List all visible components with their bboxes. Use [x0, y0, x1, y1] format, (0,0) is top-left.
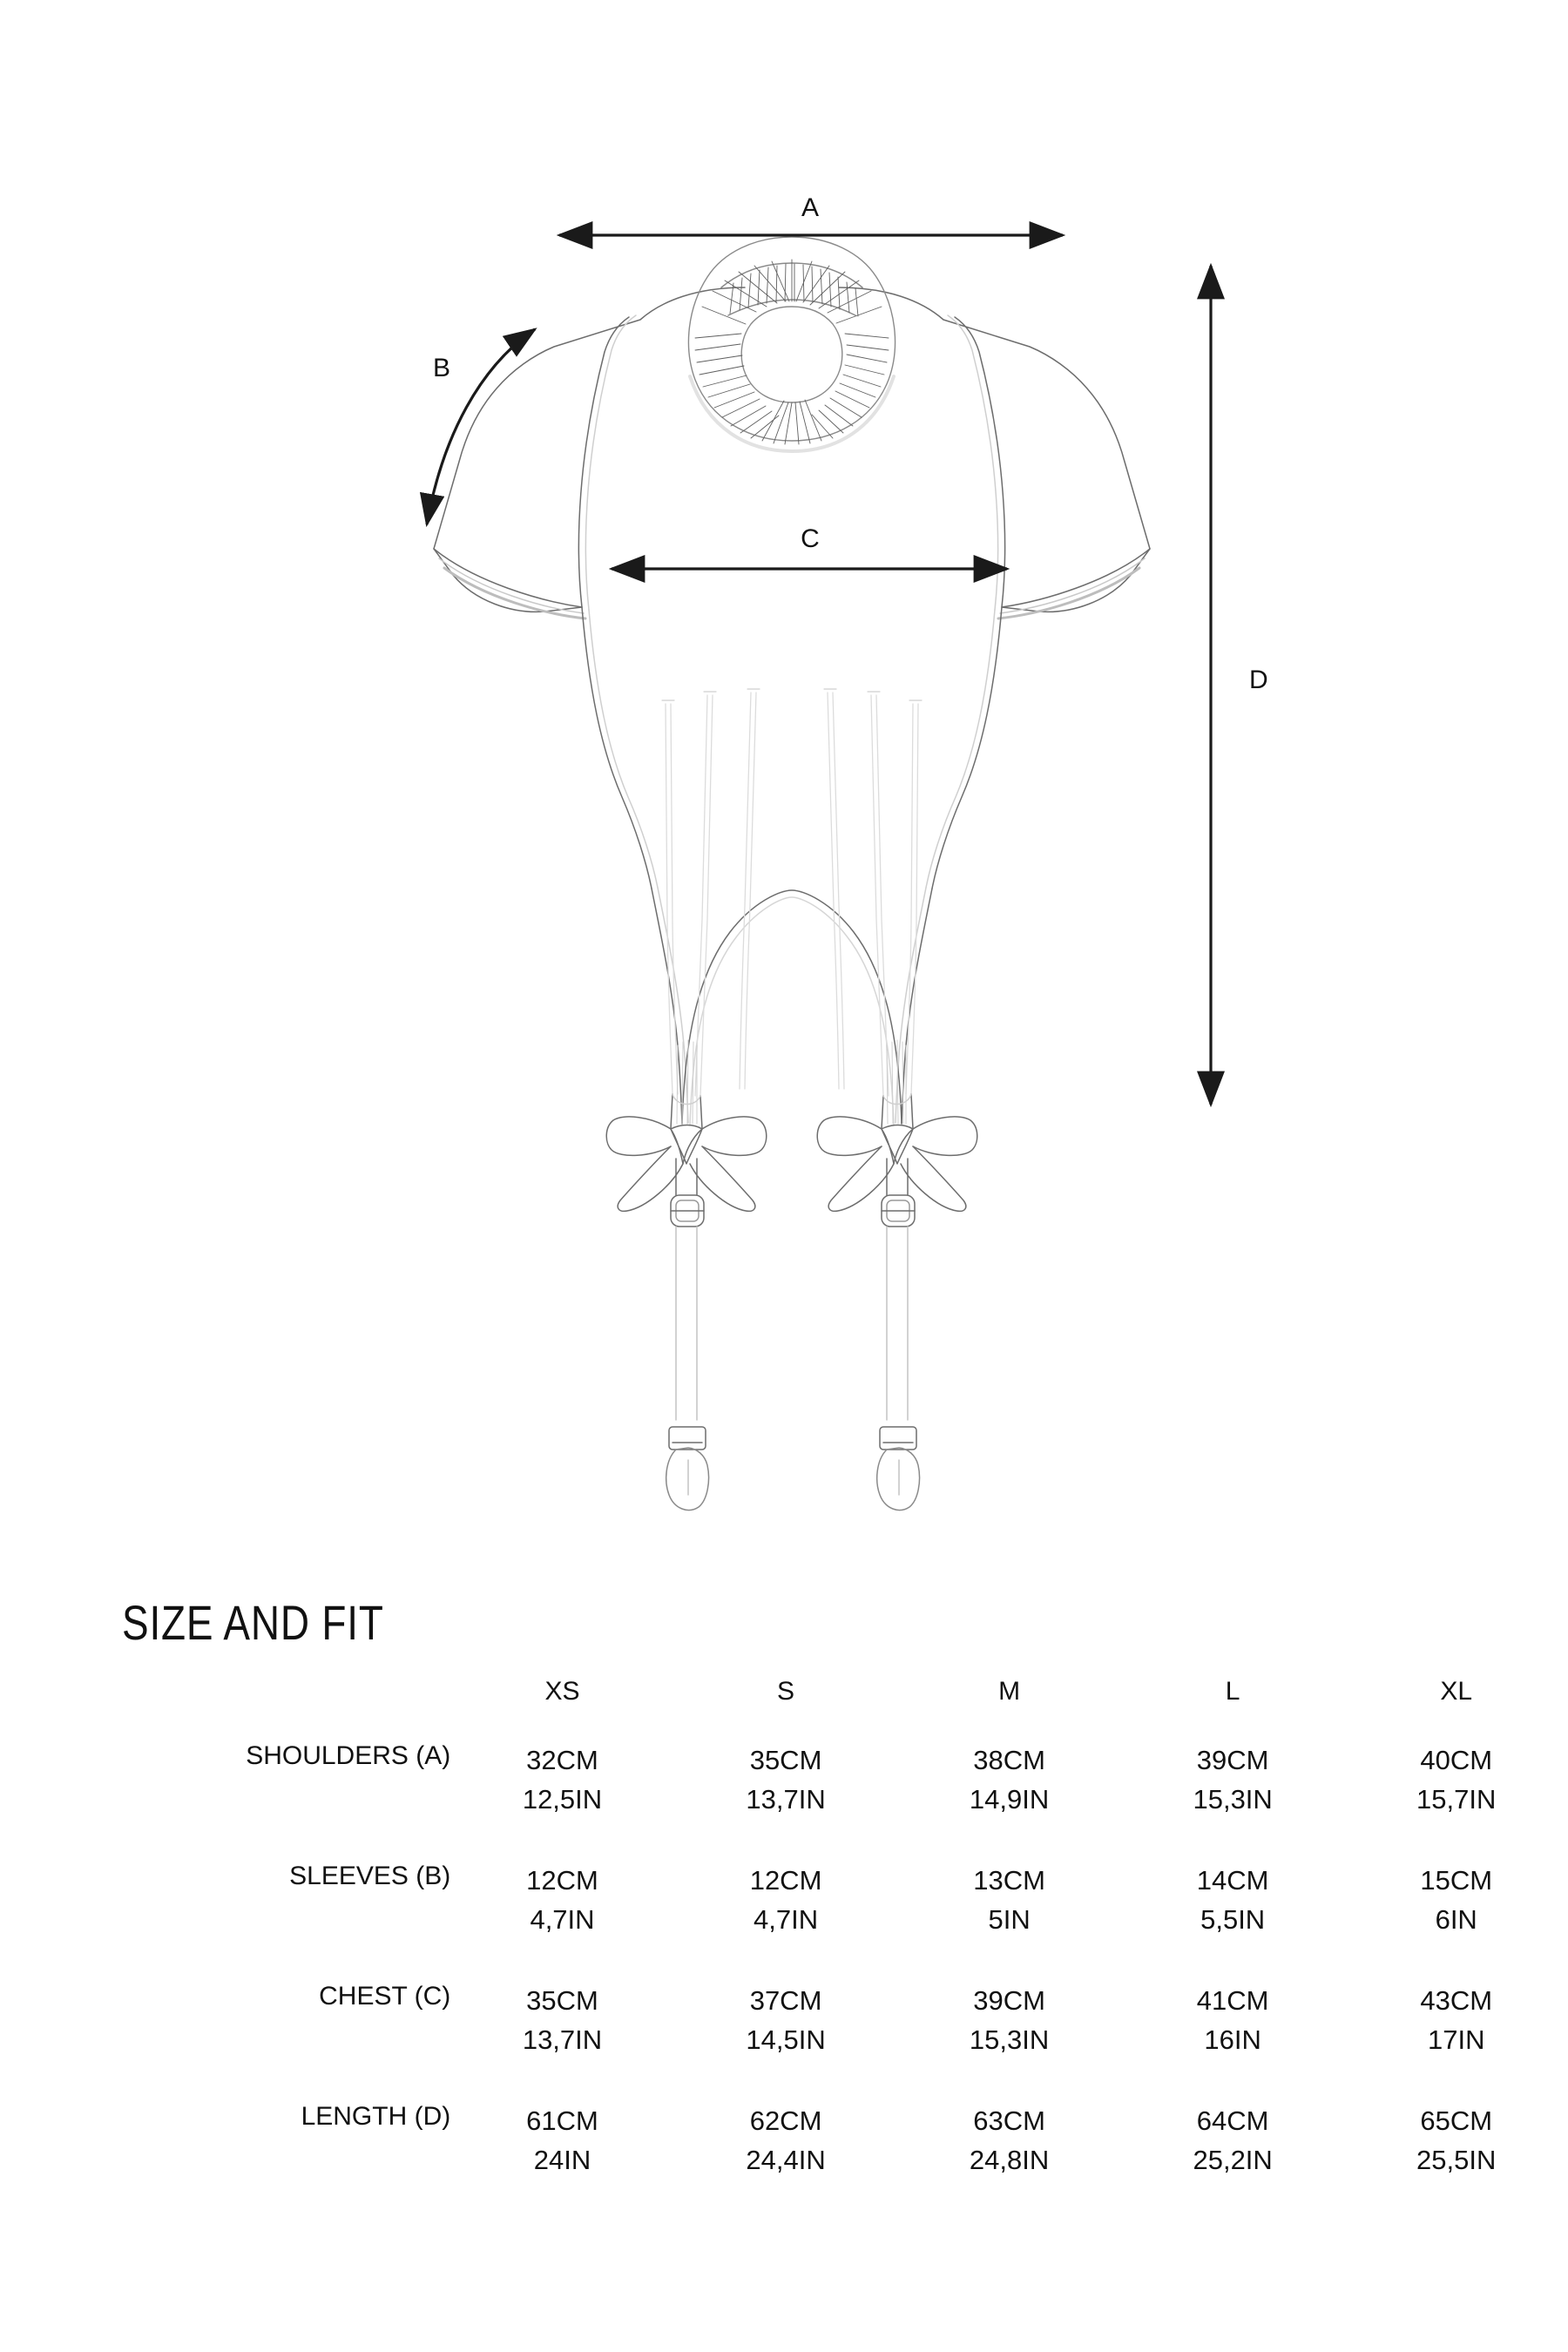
value-cm: 61CM	[526, 2105, 598, 2136]
value-in: 16IN	[1204, 2024, 1261, 2055]
column-header-m: M	[998, 1677, 1021, 1706]
column-header-s: S	[777, 1677, 795, 1706]
value-in: 13,7IN	[746, 1783, 826, 1815]
row-label-length: LENGTH (D)	[301, 2102, 451, 2131]
cell-length-s	[674, 2102, 898, 2222]
table-header-row	[0, 1677, 1568, 1741]
cell-chest-s	[674, 1982, 898, 2102]
value-cm: 12CM	[749, 1865, 822, 1896]
value-cm: 40CM	[1420, 1745, 1493, 1775]
cell-length-xs	[450, 2102, 674, 2222]
dimension-label-c: C	[801, 524, 820, 553]
row-label-sleeves: SLEEVES (B)	[289, 1862, 451, 1890]
value-cm: 38CM	[973, 1745, 1045, 1775]
row-label-shoulders: SHOULDERS (A)	[246, 1741, 451, 1770]
cell-shoulders-xs	[450, 1741, 674, 1862]
value-in: 4,7IN	[754, 1903, 819, 1935]
value-in: 5,5IN	[1200, 1903, 1266, 1935]
table-row	[0, 1862, 1568, 1982]
value-in: 15,3IN	[1193, 1783, 1273, 1815]
value-in: 24,4IN	[746, 2144, 826, 2175]
value-in: 24IN	[533, 2144, 591, 2175]
cell-length-xl	[1344, 2102, 1568, 2222]
dimension-label-d: D	[1249, 666, 1268, 694]
cell-sleeves-xl	[1344, 1862, 1568, 1982]
value-in: 15,7IN	[1416, 1783, 1497, 1815]
value-cm: 39CM	[1196, 1745, 1269, 1775]
value-cm: 41CM	[1196, 1985, 1269, 2016]
size-and-fit-heading: SIZE AND FIT	[122, 1595, 384, 1650]
cell-shoulders-l	[1121, 1741, 1345, 1862]
value-cm: 14CM	[1196, 1865, 1269, 1896]
value-cm: 32CM	[526, 1745, 598, 1775]
value-cm: 13CM	[973, 1865, 1045, 1896]
value-cm: 63CM	[973, 2105, 1045, 2136]
value-cm: 43CM	[1420, 1985, 1493, 2016]
table-row	[0, 1741, 1568, 1862]
value-cm: 12CM	[526, 1865, 598, 1896]
table-row	[0, 2102, 1568, 2222]
column-header-l: L	[1225, 1677, 1240, 1706]
value-cm: 37CM	[749, 1985, 822, 2016]
size-and-fit-section	[0, 1533, 1568, 2352]
cell-sleeves-xs	[450, 1862, 674, 1982]
cell-sleeves-l	[1121, 1862, 1345, 1982]
value-in: 14,9IN	[969, 1783, 1050, 1815]
cell-length-m	[897, 2102, 1121, 2222]
cell-chest-m	[897, 1982, 1121, 2102]
value-in: 12,5IN	[522, 1783, 603, 1815]
cell-chest-xs	[450, 1982, 674, 2102]
dimension-label-b: B	[432, 354, 451, 382]
cell-shoulders-xl	[1344, 1741, 1568, 1862]
cell-shoulders-m	[897, 1741, 1121, 1862]
row-label-chest: CHEST (C)	[319, 1982, 451, 2011]
table-row	[0, 1982, 1568, 2102]
value-cm: 39CM	[973, 1985, 1045, 2016]
value-cm: 64CM	[1196, 2105, 1269, 2136]
cell-sleeves-s	[674, 1862, 898, 1982]
value-in: 25,2IN	[1193, 2144, 1273, 2175]
value-in: 5IN	[988, 1903, 1031, 1935]
cell-shoulders-s	[674, 1741, 898, 1862]
cell-sleeves-m	[897, 1862, 1121, 1982]
value-in: 15,3IN	[969, 2024, 1050, 2055]
value-cm: 35CM	[749, 1745, 822, 1775]
size-chart-table	[0, 1677, 1568, 2222]
cell-length-l	[1121, 2102, 1345, 2222]
cell-chest-l	[1121, 1982, 1345, 2102]
value-cm: 15CM	[1420, 1865, 1493, 1896]
value-in: 14,5IN	[746, 2024, 826, 2055]
column-header-xl: XL	[1440, 1677, 1473, 1706]
value-in: 24,8IN	[969, 2144, 1050, 2175]
value-in: 13,7IN	[522, 2024, 603, 2055]
value-cm: 62CM	[749, 2105, 822, 2136]
column-header-xs: XS	[544, 1677, 580, 1706]
value-cm: 35CM	[526, 1985, 598, 2016]
value-cm: 65CM	[1420, 2105, 1493, 2136]
dimension-label-a: A	[801, 193, 820, 222]
table-corner-cell	[0, 1677, 450, 1741]
value-in: 17IN	[1427, 2024, 1485, 2055]
value-in: 25,5IN	[1416, 2144, 1497, 2175]
value-in: 6IN	[1435, 1903, 1477, 1935]
value-in: 4,7IN	[530, 1903, 595, 1935]
cell-chest-xl	[1344, 1982, 1568, 2102]
